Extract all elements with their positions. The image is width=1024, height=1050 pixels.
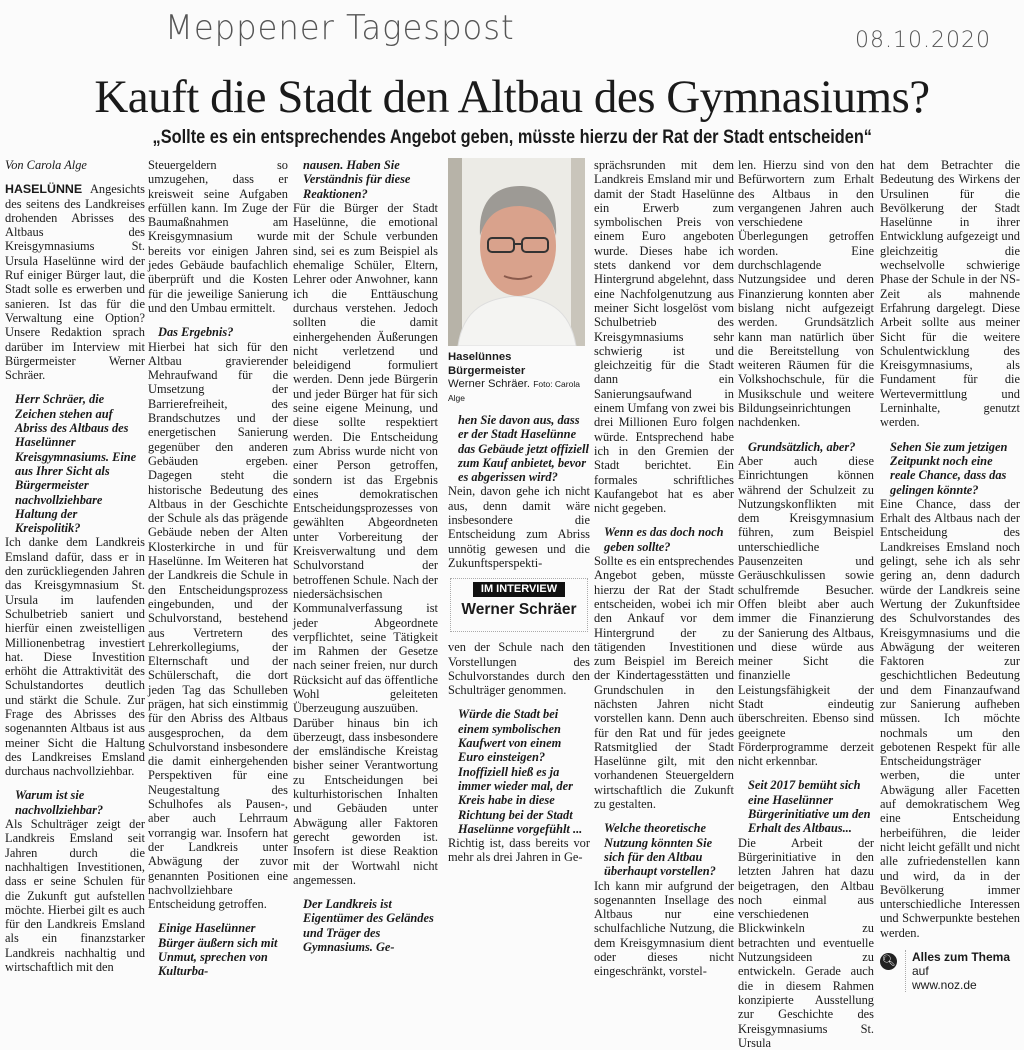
headline: Kauft die Stadt den Altbau des Gymnasiums? (94, 71, 930, 123)
portrait-image (448, 158, 585, 346)
question: Herr Schräer, die Zeichen stehen auf Abriss des Altbaus des Haselünner Kreisgymnasiums. Eine aus Ihrer Sicht als Bürgermeister nachvollziehbare Haltung der Kreispolitik? (15, 392, 137, 536)
question: Einige Haselünner Bürger äußern sich mit Unmut, sprechen von Kulturba- (158, 921, 278, 979)
answer: Ich danke dem Landkreis Emsland dafür, dass er in den zurückliegenden Jahren das Kreisgymnasium St. Ursula im laufenden Schulbetrieb saniert und hierfür einen zweistelligen Millionenbetrag investiert hat. Diese Investition erhöht die Attraktivität des Schulstandortes deutlich und stärkt die Schule. Zur Frage des Abrisses des sogenannten Altbaus ist aus meiner Sicht die Haltung des Landkreises Emsland durchaus nachvollziehbar. (5, 535, 145, 779)
question: Welche theoretische Nutzung könnten Sie sich für den Altbau überhaupt vorstellen? (604, 821, 716, 879)
answer: len. Hierzu sind von den Befürwortern zum Erhalt des Altbaus in den vergangenen Jahren auch verschiedene Überlegungen getroffen worden. Eine durchschlagende Nutzungsidee und deren Finanzierung konnten aber bislang nicht aufgezeigt werden. Grundsätzlich kann man natürlich über die Bereitstellung von weiteren Räumen für die Volkshochschule, für die Musikschule und weitere Bildungseinrichtungen nachdenken. (738, 158, 874, 430)
answer: Darüber hinaus bin ich überzeugt, dass insbesondere der emsländische Kreistag bisher seiner Verantwortung zu Entscheidungen bei kulturhistorischen Inhalten und Gebäuden unter Abwägung aller Faktoren gerecht geworden ist. Insofern ist diese Reaktion mit der Wortwahl nicht angemessen. (293, 715, 438, 887)
question: Würde die Stadt bei einem symbolischen Kaufwert von einem Euro einsteigen? Inoffiziell hieß es ja immer wieder mal, der Kreis habe in diese Richtung bei der Stadt Haselünne vorgefühlt ... (458, 707, 583, 836)
question: nausen. Haben Sie Verständnis für diese Reaktionen? (303, 158, 411, 201)
answer: Steuergeldern so umzugehen, dass er kreisweit seine Aufgaben erfüllen kann. Im Zuge der Baumaßnahmen am Kreisgymnasium wurde bereits vor einigen Jahren jedes Gebäude baufachlich überprüft und die Kosten für die jeweilige Sanierung und den Umbau ermittelt. (148, 158, 288, 315)
answer: hat dem Betrachter die Bedeutung des Wirkens der Ursulinen für die Bevölkerung der Stadt Haselünne in ihrer Entwicklung aufgezeigt und gleichzeitig die wechselvolle schwierige Phase der Schule in der NS-Zeit als mahnende Erfahrung dargelegt. Diese Arbeit sollte aus meiner Sicht für die weitere Schulentwicklung des Kreisgymnasiums, als Fundament für die Wertevermittlung und Lerninhalte, genutzt werden. (880, 158, 1020, 430)
date-handwritten: 08.10.2020 (855, 28, 991, 53)
photo-credit: Foto: Carola Alge (448, 379, 580, 403)
column-2 (148, 158, 288, 979)
answer: Richtig ist, dass bereits vor mehr als drei Jahren in Ge- (448, 836, 590, 865)
column-7 (880, 158, 1020, 992)
interview-label: IM INTERVIEW (473, 582, 565, 596)
caption-text: Werner Schräer. (448, 378, 531, 390)
more-on-topic-link[interactable] (880, 950, 1020, 992)
footer-text: auf (912, 964, 929, 979)
subtitle-text: „Sollte es ein entsprechendes Angebot geben, müsste hierzu der Rat der Stadt entscheiden“ (152, 127, 872, 148)
answer: ven der Schule nach den Vorstellungen des Schulvorstandes durch den Schulträger genommen. (448, 640, 590, 698)
photo-caption (448, 351, 590, 405)
interview-box (450, 578, 588, 632)
answer: Hierbei hat sich für den Altbau gravierender Mehraufwand für die Umsetzung der Barrierefreiheit, des Brandschutzes und der energetischen Sanierung gegenüber den anderen Gebäuden ergeben. Dagegen steht die historische Bedeutung des Altbaus in der Geschichte der Schule als das prägende Gebäude neben der Alten Klosterkirche in und für Haselünne. Im Weiteren hat der Landkreis die Schule in den Entscheidungsprozess eingebunden, und der Schulvorstand, bestehend aus Vertretern des Lehrerkollegiums, der Elternschaft und der Schülerschaft, die dort jeden Tag das Schulleben prägen, hat sich einstimmig für den Abriss des Altbaus ausgesprochen, da dem Schulvorstand insbesondere die damit einhergehenden Perspektiven für eine Neugestaltung des Schulhofes als Pausen-, aber auch Lehrraum vorrangig war. Insofern hat der Landkreis unter Abwägung der zuvor genannten Positionen eine nachvollziehbare Entscheidung getroffen. (148, 339, 288, 912)
column-1 (5, 158, 145, 974)
byline: Von Carola Alge (5, 158, 87, 172)
answer: Ich kann mir aufgrund der sogenannten Insellage des Altbaus nur eine schulfachliche Nutzung, die dem Kreisgymnasium dient oder dieses nicht eingeschränkt, vorstel- (594, 878, 734, 979)
question: Seit 2017 bemüht sich eine Haselünner Bürgerinitiative um den Erhalt des Altbaus... (748, 778, 871, 836)
answer: Sollte es ein entsprechendes Angebot geben, müsste hierzu der Rat der Stadt entscheiden, wobei ich mir den Ankauf vor dem Hintergrund der zu tätigenden Investitionen zum Beispiel im Bereich der Kindertagesstätten und Grundschulen in den nächsten Jahren nicht vorstellen kann. Denn auch für den Rat und für jedes Ratsmitglied der Stadt Haselünne gilt, mit den vorhandenen Steuergeldern wirtschaftlich die Zukunft zu gestalten. (594, 554, 734, 812)
column-4 (448, 158, 590, 865)
column-6 (738, 158, 874, 1050)
answer: Als Schulträger zeigt der Landkreis Emsland seit Jahren durch die nachhaltigen Investitionen, dass er seine Schulen für die Zukunft gut aufstellen möchte. Hierbei gilt es auch für den Landkreis Emsland als ein finanzstarker Landkreis nachhaltig und wirtschaftlich mit den (5, 817, 145, 975)
answer: Eine Chance, dass der Erhalt des Altbaus nach der Entscheidung des Landkreises Emsland noch gelingt, sehe ich als sehr gering an, denn dadurch würde der Landkreis seine Wertung der Zukunftsidee des Schulvorstandes des Kreisgymnasiums und die Abwägung der weiteren Faktoren zur geschichtlichen Bedeutung und dem Finanzaufwand zur Sanierung aufheben müssen. Ich möchte nochmals um den gebotenen Respekt für alle Entscheidungsträger werben, die unter Abwägung aller Facetten auf demokratischem Weg eine Entscheidung herbeiführen, die leider nicht leicht gefällt und nicht alle zufriedenstellen kann und wird, da in der Bevölkerung immer unterschiedliche Interessen und Schwerpunkte bestehen werden. (880, 496, 1020, 940)
answer: sprächsrunden mit dem Landkreis Emsland mir und damit der Stadt Haselünne ein Erwerb zum symbolischen Preis von einem Euro angeboten wurde. Dieses habe ich stets dankend vor dem Hintergrund abgelehnt, dass eine Nachfolgenutzung aus meiner Sicht losgelöst vom Schulbetrieb des Kreisgymnasiums sehr schwierig ist und gleichzeitig für die Stadt dann ein Sanierungsaufwand in einem Umfang von zwei bis drei Millionen Euro folgen würde. Entsprechend habe ich in den Gremien der Stadt berichtet. Ein formales schriftliches Kaufangebot hat es aber nicht gegeben. (594, 158, 734, 516)
question: Warum ist sie nachvollziehbar? (15, 788, 104, 817)
question: Sehen Sie zum jetzigen Zeitpunkt noch eine reale Chance, dass das gelingen könnte? (890, 439, 1008, 497)
answer: Die Arbeit der Bürgerinitiative in den letzten Jahren hat dazu beigetragen, den Altbau noch einmal aus verschiedenen Blickwinkeln zu betrachten und eventuelle Nutzungsideen zu entwickeln. Gerade auch die in diesem Rahmen konzipierte Ausstellung zur Geschichte des Kreisgymnasiums St. Ursula (738, 835, 874, 1050)
interviewee-name: Werner Schräer (461, 600, 577, 618)
question: Der Landkreis ist Eigentümer des Geländes und Träger des Gymnasiums. Ge- (303, 897, 434, 955)
column-5 (594, 158, 734, 979)
question: Das Ergebnis? (158, 325, 234, 340)
question: hen Sie davon aus, dass er der Stadt Haselünne das Gebäude jetzt offiziell zum Kauf anbietet, bevor es abgerissen wird? (458, 413, 589, 485)
subtitle (0, 127, 1024, 149)
search-icon: 🔍︎ (880, 953, 897, 970)
answer: Nein, davon gehe ich nicht aus, denn damit wäre insbesondere die Entscheidung zum Abriss unnötig gewesen und die Zukunftsperspekti- (448, 484, 590, 570)
intro-text: Angesichts des seitens des Landkreises drohenden Abrisses des Altbaus des Kreisgymnasiums St. Ursula Haselünne wird der Ruf einiger Bürger laut, die Stadt solle es erwerben und sanieren. Ist das für die Verwaltung eine Option? Unsere Redaktion sprach darüber im Interview mit Bürgermeister Werner Schräer. (5, 182, 145, 383)
answer: Aber auch diese Einrichtungen können während der Schulzeit zu Nutzungskonflikten mit dem Kreisgymnasium führen, zum Beispiel unterschiedliche Pausenzeiten und Geräuschkulissen sowie schulfremde Besucher. Offen bleibt aber auch immer die Finanzierung der Sanierung des Altbaus, und diese würde aus meiner Sicht die finanzielle Leistungsfähigkeit der Stadt eindeutig überschreiten. Ebenso sind geeignete Förderprogramme derzeit nicht erkennbar. (738, 453, 874, 769)
answer: Für die Bürger der Stadt Haselünne, die emotional mit der Schule verbunden sind, sei es zum Beispiel als ehemalige Schüler, Eltern, Lehrer oder Anwohner, kann ich die Enttäuschung durchaus verstehen. Jedoch sollten die damit einhergehenden Äußerungen nicht verletzend und beleidigend formuliert werden. Denn jede Bürgerin und jeder Bürger hat für sich seine eigene Meinung, und diese sollte respektiert werden. Die Entscheidung zum Abriss wurde nicht von einer Person getroffen, sondern ist das Ergebnis eines demokratischen Entscheidungsprozesses von gewählten Abgeordneten unter Vorbereitung der Kreisverwaltung und dem Schulvorstand der betroffenen Schule. Nach der niedersächsischen Kommunalverfassung ist jeder Abgeordnete verpflichtet, seine Tätigkeit im Rahmen der Gesetze nach seiner freien, nur durch Rücksicht auf das öffentliche Wohl geleiteten Überzeugung auszuüben. (293, 200, 438, 716)
intro (5, 182, 145, 382)
question: Wenn es das doch noch geben sollte? (604, 525, 724, 554)
portrait-photo (448, 158, 585, 346)
caption-title: Haselünnes Bürgermeister (448, 351, 526, 377)
column-3 (293, 158, 438, 954)
dateline: HASELÜNNE (5, 182, 83, 197)
footer-bold: Alles zum Thema (912, 950, 1011, 965)
footer-url[interactable]: www.noz.de (912, 978, 977, 993)
newspaper-name-handwritten: Meppener Tagespost (165, 8, 515, 48)
question: Grundsätzlich, aber? (748, 439, 856, 454)
